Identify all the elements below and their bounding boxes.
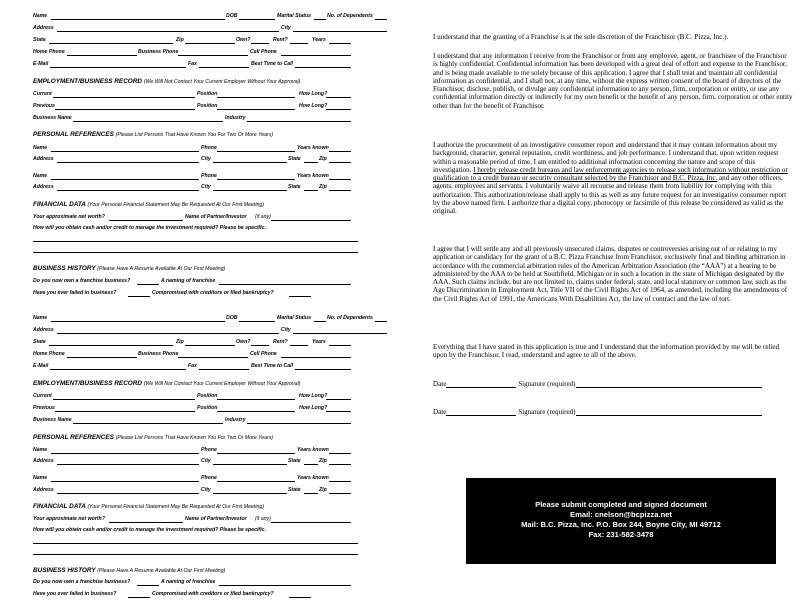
submit-heading: Please submit completed and signed document <box>535 500 707 509</box>
how-long-label: How Long? <box>299 103 328 109</box>
net-worth-label: Your approximate net worth? <box>33 214 105 220</box>
date-label: Date <box>433 408 447 416</box>
marital-status-label: Marital Status <box>277 315 312 321</box>
net-worth-input[interactable] <box>109 522 183 523</box>
failed-business-label: Have you ever failed in business? <box>33 591 117 597</box>
home-phone-label: Home Phone <box>33 351 65 357</box>
state-label: State <box>288 156 301 162</box>
own-franchise-row <box>33 277 358 287</box>
email-label: E-Mail <box>33 363 49 369</box>
own-input[interactable] <box>251 43 269 44</box>
reference-city-input[interactable] <box>213 493 287 494</box>
years-known-input[interactable] <box>329 481 351 482</box>
zip-label: Zip <box>319 184 327 190</box>
dob-input[interactable] <box>239 19 275 20</box>
fax-input[interactable] <box>199 67 249 68</box>
own-franchise-input[interactable] <box>137 585 159 586</box>
zip-input[interactable] <box>185 43 235 44</box>
cash-answer-line[interactable] <box>33 241 358 242</box>
reference-name-row <box>33 144 358 154</box>
zip-label: Zip <box>319 156 327 162</box>
compromised-label: Compromised with creditors or filed bankruptcy? <box>152 290 274 296</box>
business-name-row <box>33 114 358 124</box>
rent-label: Rent? <box>273 339 288 345</box>
state-label: State <box>288 184 301 190</box>
address-label: Address <box>33 458 54 464</box>
position-input[interactable] <box>217 399 295 400</box>
own-input[interactable] <box>251 345 269 346</box>
certification-paragraph: Everything that I have stated in this application is true and I understand that the information provided by me will be relied upon by the Franchisor. I read, understand and agree to all of the above. <box>433 343 780 360</box>
name-label: Name <box>33 145 48 151</box>
city-input[interactable] <box>293 333 387 334</box>
years-known-label: Years known <box>297 145 329 151</box>
city-input[interactable] <box>293 31 387 32</box>
dob-label: DOB <box>226 315 238 321</box>
cash-question-row <box>33 224 358 234</box>
date-label: Date <box>433 380 447 388</box>
reference-name-input[interactable] <box>51 453 199 454</box>
business-name-input[interactable] <box>73 423 223 424</box>
industry-label: Industry <box>225 417 246 423</box>
address-row <box>33 326 358 336</box>
reference-zip-input[interactable] <box>329 190 351 191</box>
zip-input[interactable] <box>185 345 235 346</box>
reference-zip-input[interactable] <box>329 464 351 465</box>
address-row <box>33 24 358 34</box>
reference-state-input[interactable] <box>304 464 318 465</box>
submit-instructions-box <box>466 478 776 564</box>
partner-input[interactable] <box>271 522 351 523</box>
years-known-input[interactable] <box>329 179 351 180</box>
net-worth-row <box>33 515 358 525</box>
state-label: State <box>288 487 301 493</box>
compromised-input[interactable] <box>289 296 311 297</box>
failed-business-input[interactable] <box>128 296 150 297</box>
previous-employer-row <box>33 404 358 414</box>
address-label: Address <box>33 25 54 31</box>
business-phone-label: Business Phone <box>138 49 179 55</box>
signature-row-1 <box>433 380 762 388</box>
reference-state-input[interactable] <box>304 162 318 163</box>
position-label: Position <box>197 103 218 109</box>
net-worth-label: Your approximate net worth? <box>33 516 105 522</box>
reference-city-input[interactable] <box>213 190 287 191</box>
current-label: Current <box>33 91 52 97</box>
marital-status-input[interactable] <box>314 19 326 20</box>
reference-address-input[interactable] <box>57 190 199 191</box>
financial-heading: FINANCIAL DATA (Your Personal Financial Statement May Be Requested At Our First Meeting) <box>33 201 264 208</box>
partner-input[interactable] <box>271 220 351 221</box>
industry-label: Industry <box>225 115 246 121</box>
current-label: Current <box>33 393 52 399</box>
phone-row <box>33 350 358 360</box>
own-franchise-label: Do you now own a franchise business? <box>33 579 131 585</box>
name-row <box>33 12 373 22</box>
reference-address-input[interactable] <box>57 162 199 163</box>
business-name-input[interactable] <box>73 121 223 122</box>
failed-business-row <box>33 289 358 299</box>
rent-label: Rent? <box>273 37 288 43</box>
fax-input[interactable] <box>199 369 249 370</box>
reference-state-input[interactable] <box>304 493 318 494</box>
reference-address-input[interactable] <box>57 464 199 465</box>
how-long-input[interactable] <box>326 97 351 98</box>
city-label: City <box>281 25 291 31</box>
submit-email: Email: cnelson@bcpizza.net <box>570 510 672 519</box>
state-label: State <box>288 458 301 464</box>
reference-name-row <box>33 474 358 484</box>
previous-label: Previous <box>33 405 55 411</box>
date-input[interactable] <box>446 408 516 416</box>
how-long-label: How Long? <box>299 393 328 399</box>
position-input[interactable] <box>217 97 295 98</box>
email-row <box>33 362 358 372</box>
previous-input[interactable] <box>55 411 195 412</box>
name-label: Name <box>33 447 48 453</box>
confidentiality-paragraph: I understand that any information I receive from the Franchisor or from any employee, agent, or franchisee of the Franchisor is highly confidential. Confidential information has been developed with a great deal of effort and expense to the Franchisor, and is being made available to me solely because of this application. I agree that I shall treat and maintain all confidential information as confidential, and I shall not, at any time, without the express written consent of the board of directors of the Franchisor, disclose, publish, or divulge any confidential information to any person, firm, corporation or entity, or use any confidential information directly or indirectly for my own benefit or the benefit of any person, firm, corporation or other entity other than for the benefit of Franchisor. <box>433 52 793 110</box>
current-input[interactable] <box>53 97 195 98</box>
reference-city-input[interactable] <box>213 162 287 163</box>
cash-answer-line[interactable] <box>33 543 358 544</box>
business-phone-label: Business Phone <box>138 351 179 357</box>
email-input[interactable] <box>50 67 186 68</box>
cell-phone-input[interactable] <box>281 55 351 56</box>
employment-heading: EMPLOYMENT/BUSINESS RECORD (We Will Not Contact Your Current Employer Without Your Approval) <box>33 380 301 387</box>
position-label: Position <box>197 91 218 97</box>
position-label: Position <box>197 405 218 411</box>
name-label: Name <box>33 173 48 179</box>
dob-input[interactable] <box>239 321 275 322</box>
reference-address-row <box>33 183 358 193</box>
previous-label: Previous <box>33 103 55 109</box>
reference-name-input[interactable] <box>51 481 199 482</box>
address-label: Address <box>33 487 54 493</box>
business-name-label: Business Name <box>33 115 72 121</box>
name-of-franchise-input[interactable] <box>219 284 351 285</box>
address-input[interactable] <box>57 333 279 334</box>
current-input[interactable] <box>53 399 195 400</box>
email-row <box>33 60 358 70</box>
if-any-label: (if any) <box>255 516 271 522</box>
years-known-input[interactable] <box>329 151 351 152</box>
reference-zip-input[interactable] <box>329 493 351 494</box>
own-franchise-label: Do you now own a franchise business? <box>33 278 131 284</box>
reference-address-row <box>33 155 358 165</box>
reference-phone-input[interactable] <box>217 453 295 454</box>
reference-phone-input[interactable] <box>217 481 295 482</box>
submit-fax: Fax: 231-582-3478 <box>588 530 654 539</box>
reference-state-input[interactable] <box>304 190 318 191</box>
if-any-label: (if any) <box>255 214 271 220</box>
business-name-row <box>33 416 358 426</box>
submit-mail: Mail: B.C. Pizza, Inc. P.O. Box 244, Boyne City, MI 49712 <box>521 520 721 529</box>
phone-label: Phone <box>201 173 217 179</box>
reference-phone-input[interactable] <box>217 151 295 152</box>
years-known-input[interactable] <box>329 453 351 454</box>
address-label: Address <box>33 184 54 190</box>
home-phone-input[interactable] <box>67 55 137 56</box>
years-known-label: Years known <box>297 475 329 481</box>
fax-label: Fax <box>188 363 197 369</box>
city-label: City <box>201 184 211 190</box>
city-label: City <box>201 156 211 162</box>
best-time-input[interactable] <box>295 369 351 370</box>
reference-address-input[interactable] <box>57 493 199 494</box>
home-phone-label: Home Phone <box>33 49 65 55</box>
name-label: Name <box>33 13 48 19</box>
investigation-paragraph: I authorize the procurement of an investigative consumer report and understand that it may contain information about my background, character, general reputation, credit worthiness, and job performance. I understand that, upon written request within a reasonable period of time, I am entitled to additional information concerning the nature and scope of this investigation. I hereby release credit bureaus and law enforcement agencies to release such information without restriction or qualification to a credit bureau or security consultant selected by the Franchisor and B.C. Pizza, Inc. and any other officers, agents, employees and servants. I voluntarily waive all recourse and release them from liability for complying with this authorization. This authorization/release shall apply to this as well as any future request for an investigative consumer report by the above named firm. I authorize that a digital copy, photocopy or facsimile of this release be considered as valid as the original. <box>433 141 788 216</box>
years-known-label: Years known <box>297 173 329 179</box>
current-employer-row <box>33 392 358 402</box>
previous-input[interactable] <box>55 109 195 110</box>
how-long-input[interactable] <box>326 399 351 400</box>
email-input[interactable] <box>50 369 186 370</box>
marital-status-label: Marital Status <box>277 13 312 19</box>
history-heading: BUSINESS HISTORY (Please Have A Resume Available At Our First Meeting) <box>33 265 226 272</box>
address-label: Address <box>33 156 54 162</box>
how-long-input[interactable] <box>326 411 351 412</box>
industry-input[interactable] <box>247 121 351 122</box>
dependents-input[interactable] <box>375 19 387 20</box>
best-time-label: Best Time to Call <box>251 61 293 67</box>
net-worth-input[interactable] <box>109 220 183 221</box>
position-label: Position <box>197 393 218 399</box>
industry-input[interactable] <box>247 423 351 424</box>
years-label: Years <box>312 37 326 43</box>
business-name-label: Business Name <box>33 417 72 423</box>
financial-heading: FINANCIAL DATA (Your Personal Financial Statement May Be Requested At Our First Meeting) <box>33 503 264 510</box>
own-label: Own? <box>236 37 251 43</box>
reference-name-row <box>33 172 358 182</box>
state-input[interactable] <box>49 43 173 44</box>
arbitration-paragraph: I agree that I will settle any and all previously unsecured claims, disputes or controversies arising out of or relating to my application or candidacy for the grant of a B.C. Pizza Franchise from Franchisor, exclusively final and binding arbitration in accordance with the commercial arbitration rules of the American Arbitration Association (the “AAA”) at a hearing to be administered by the AAA to be held at Southfield, Michigan or in such a location in the state of Michigan designated by the AAA. Such claims include, but are not limited to, claims under federal, state, and local statutory or common law, such as the Age Discrimination in Employment Act, Title VII of the Civil Rights Act of 1964, as amended, including the amendments of the Civil Rights Act of 1991, the Americans With Disabilities Act, the law of contract and the law of tort. <box>433 245 788 303</box>
current-employer-row <box>33 90 358 100</box>
previous-employer-row <box>33 102 358 112</box>
position-input[interactable] <box>217 411 295 412</box>
state-label: State <box>33 339 46 345</box>
zip-label: Zip <box>176 37 184 43</box>
name-of-franchise-input[interactable] <box>219 585 351 586</box>
city-label: City <box>201 458 211 464</box>
discretion-paragraph: I understand that the granting of a Franchise is at the sole discretion of the Franchisor (B.C. Pizza, Inc.). <box>433 33 729 41</box>
signature-label: Signature (required) <box>518 408 576 416</box>
history-heading: BUSINESS HISTORY (Please Have A Resume Available At Our First Meeting) <box>33 567 226 574</box>
dependents-label: No. of Dependents <box>327 315 373 321</box>
signature-input[interactable] <box>576 408 762 416</box>
zip-label: Zip <box>319 458 327 464</box>
references-heading: PERSONAL REFERENCES (Please List Persons That Have Known You For Two Or More Years) <box>33 131 274 138</box>
state-row <box>33 338 358 348</box>
employment-heading: EMPLOYMENT/BUSINESS RECORD (We Will Not Contact Your Current Employer Without Your Approval) <box>33 78 301 85</box>
years-known-label: Years known <box>297 447 329 453</box>
reference-address-row <box>33 457 358 467</box>
partner-label: Name of Partner/Investor <box>185 516 247 522</box>
reference-address-row <box>33 486 358 496</box>
position-input[interactable] <box>217 109 295 110</box>
name-input[interactable] <box>51 19 225 20</box>
own-label: Own? <box>236 339 251 345</box>
business-phone-input[interactable] <box>178 55 248 56</box>
name-of-franchise-label: A naming of franchise <box>161 579 216 585</box>
zip-label: Zip <box>319 487 327 493</box>
signature-input[interactable] <box>576 380 762 388</box>
state-label: State <box>33 37 46 43</box>
cell-phone-label: Cell Phone <box>250 49 277 55</box>
name-label: Name <box>33 315 48 321</box>
name-label: Name <box>33 475 48 481</box>
cash-question-row <box>33 526 358 536</box>
reference-phone-input[interactable] <box>217 179 295 180</box>
name-input[interactable] <box>51 321 225 322</box>
state-row <box>33 36 358 46</box>
reference-name-input[interactable] <box>51 151 199 152</box>
compromised-input[interactable] <box>289 597 311 598</box>
net-worth-row <box>33 213 358 223</box>
how-long-label: How Long? <box>299 405 328 411</box>
rent-input[interactable] <box>290 345 308 346</box>
references-heading: PERSONAL REFERENCES (Please List Persons That Have Known You For Two Or More Years) <box>33 434 274 441</box>
cash-question-label: How will you obtain cash and/or credit to manage the investment required? Please be specific. <box>33 225 266 231</box>
compromised-label: Compromised with creditors or filed bankruptcy? <box>152 591 274 597</box>
failed-business-input[interactable] <box>128 597 150 598</box>
address-input[interactable] <box>57 31 279 32</box>
cash-answer-line[interactable] <box>33 252 358 253</box>
fax-label: Fax <box>188 61 197 67</box>
reference-name-row <box>33 446 358 456</box>
name-row <box>33 314 373 324</box>
rent-input[interactable] <box>290 43 308 44</box>
how-long-input[interactable] <box>326 109 351 110</box>
city-label: City <box>201 487 211 493</box>
failed-business-row <box>33 590 358 600</box>
reference-zip-input[interactable] <box>329 162 351 163</box>
phone-row <box>33 48 358 58</box>
email-label: E-Mail <box>33 61 49 67</box>
years-input[interactable] <box>329 345 351 346</box>
dependents-input[interactable] <box>375 321 387 322</box>
failed-business-label: Have you ever failed in business? <box>33 290 117 296</box>
dependents-label: No. of Dependents <box>327 13 373 19</box>
how-long-label: How Long? <box>299 91 328 97</box>
phone-label: Phone <box>201 447 217 453</box>
best-time-label: Best Time to Call <box>251 363 293 369</box>
home-phone-input[interactable] <box>67 357 137 358</box>
business-phone-input[interactable] <box>178 357 248 358</box>
cell-phone-label: Cell Phone <box>250 351 277 357</box>
name-of-franchise-label: A naming of franchise <box>161 278 216 284</box>
cash-answer-line[interactable] <box>33 554 358 555</box>
reference-name-input[interactable] <box>51 179 199 180</box>
state-input[interactable] <box>49 345 173 346</box>
reference-city-input[interactable] <box>213 464 287 465</box>
own-franchise-input[interactable] <box>137 284 159 285</box>
phone-label: Phone <box>201 145 217 151</box>
own-franchise-row <box>33 578 358 588</box>
address-label: Address <box>33 327 54 333</box>
signature-row-2 <box>433 408 762 416</box>
signature-label: Signature (required) <box>518 380 576 388</box>
years-input[interactable] <box>329 43 351 44</box>
phone-label: Phone <box>201 475 217 481</box>
cell-phone-input[interactable] <box>281 357 351 358</box>
dob-label: DOB <box>226 13 238 19</box>
city-label: City <box>281 327 291 333</box>
best-time-input[interactable] <box>295 67 351 68</box>
marital-status-input[interactable] <box>314 321 326 322</box>
date-input[interactable] <box>446 380 516 388</box>
zip-label: Zip <box>176 339 184 345</box>
years-label: Years <box>312 339 326 345</box>
cash-question-label: How will you obtain cash and/or credit to manage the investment required? Please be specific. <box>33 527 266 533</box>
partner-label: Name of Partner/Investor <box>185 214 247 220</box>
